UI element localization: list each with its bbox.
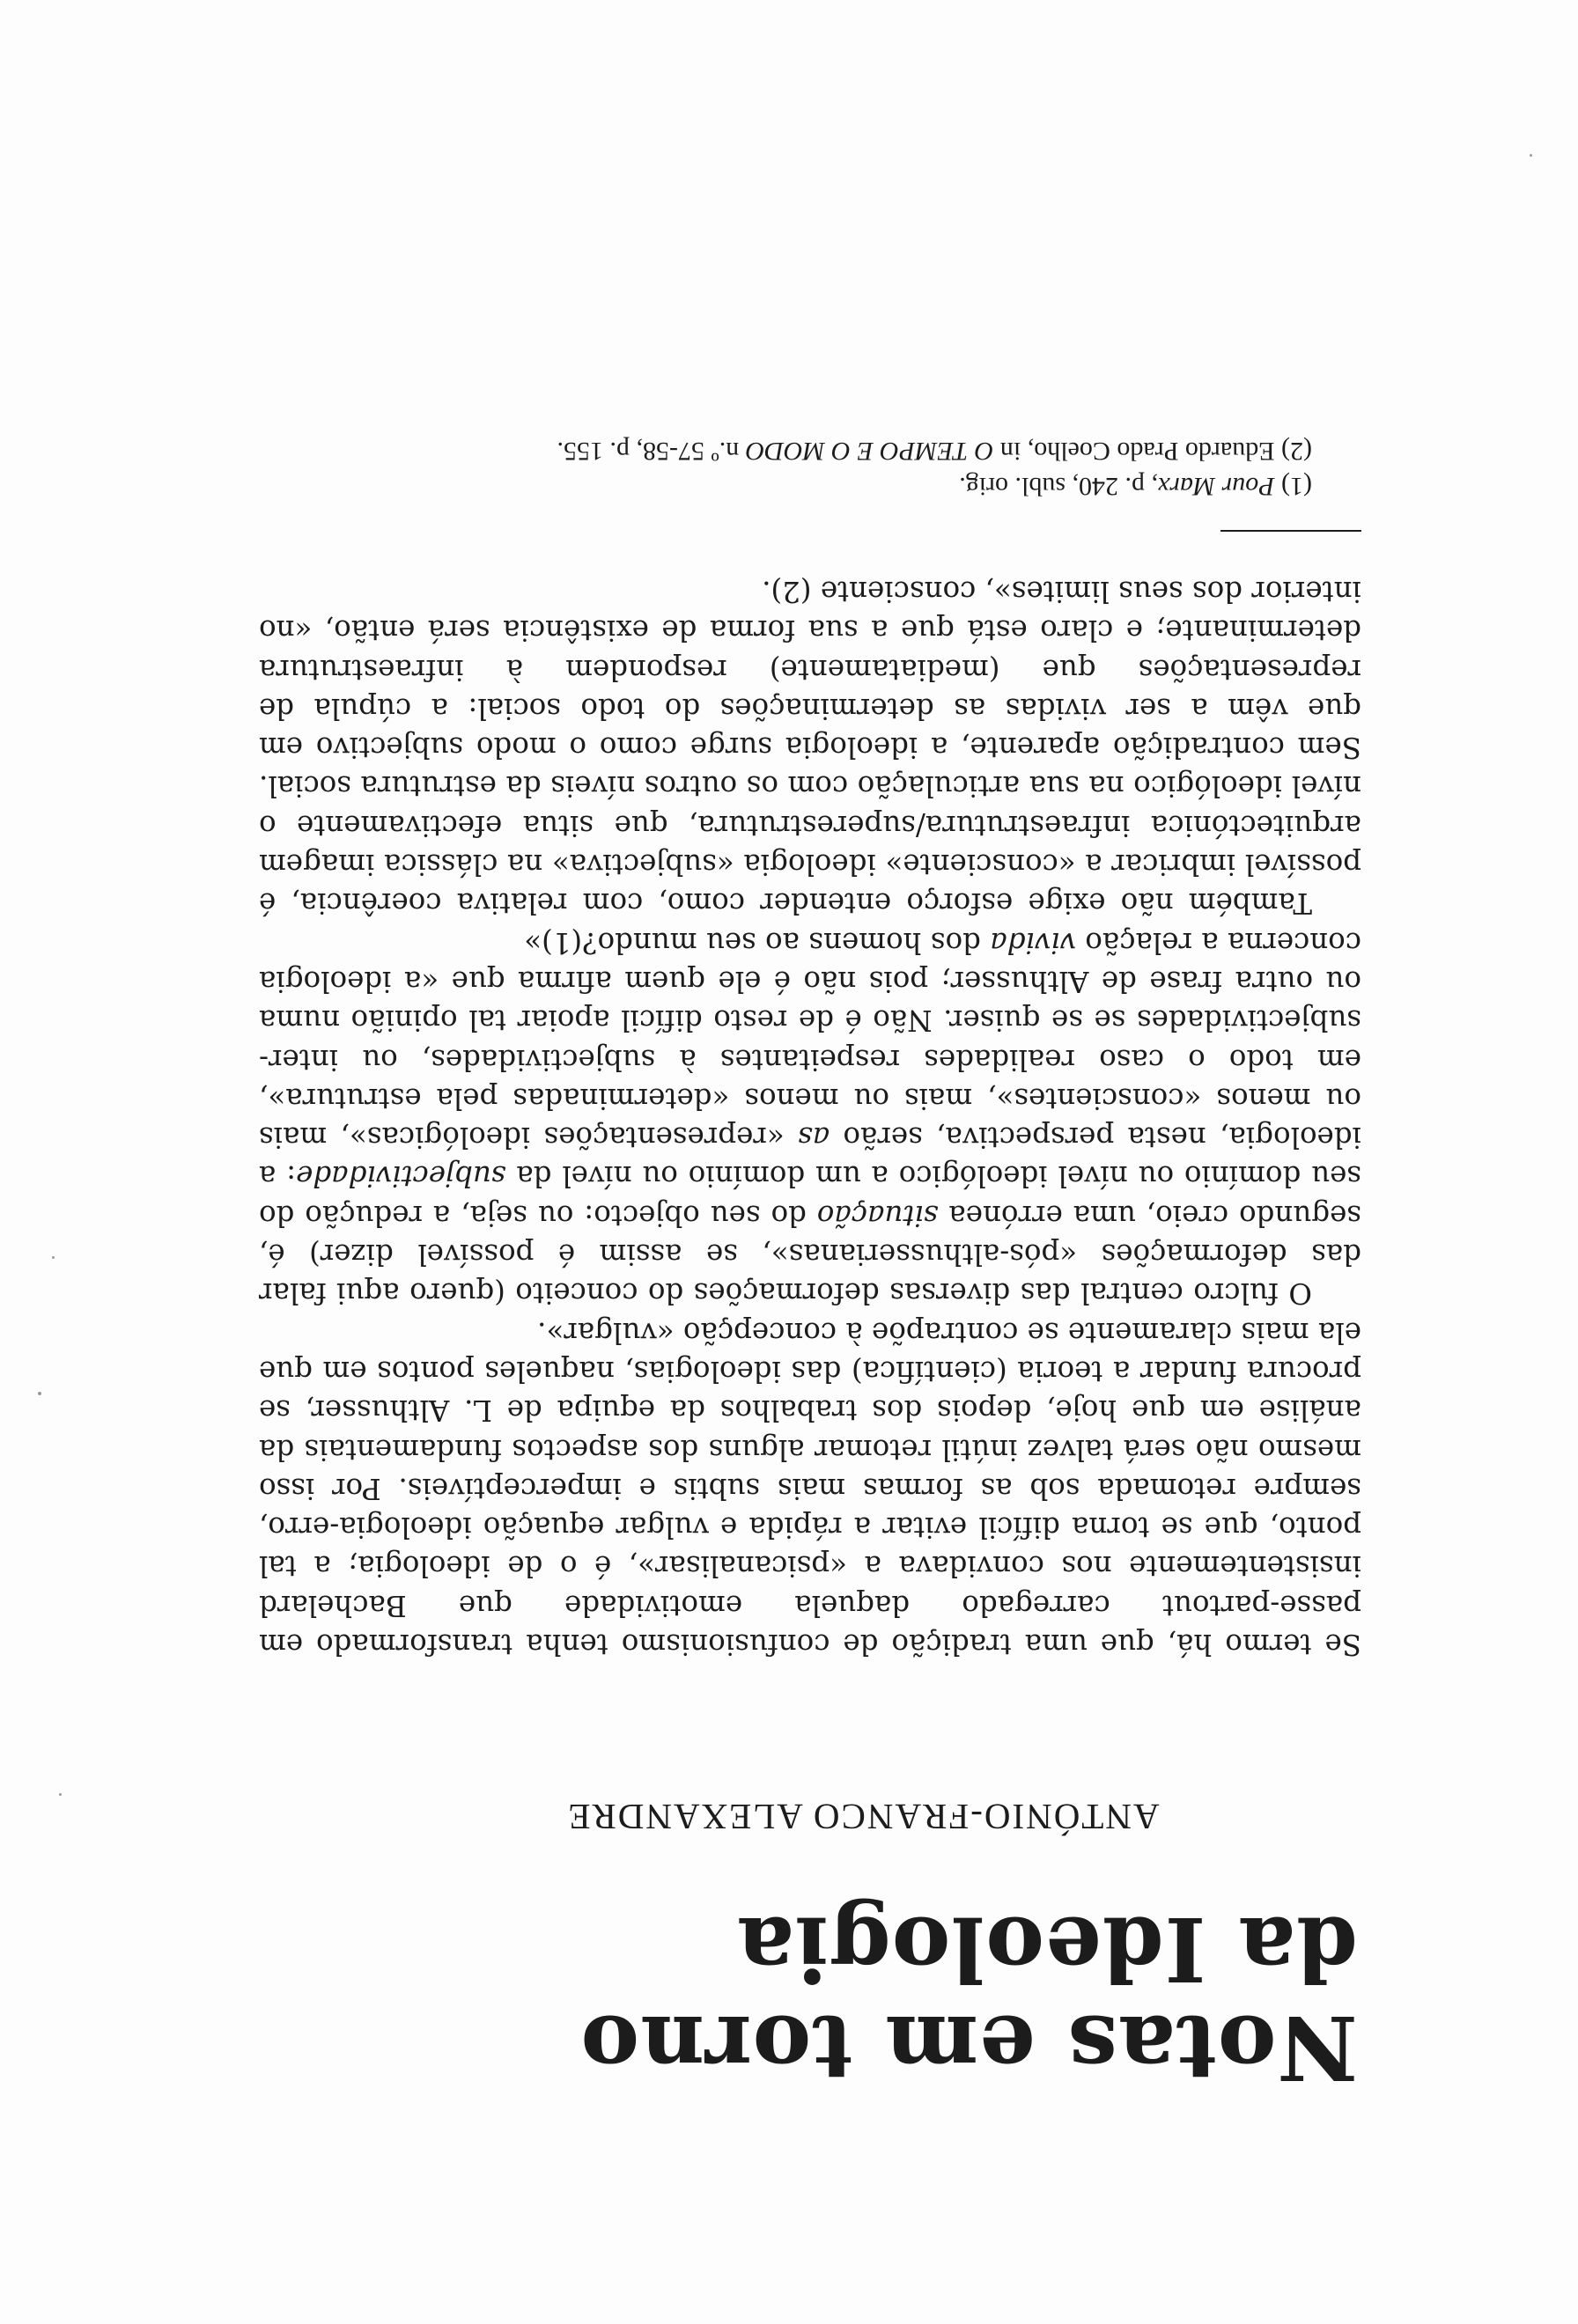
text-run: : a ideologia, nesta perspectiva, serão <box>259 1121 1361 1194</box>
text-run: Também não exige esforço entender como, com relativa coerência, é possível imbricar a «consciente» ideologia «subjectiva» na clássica imagem arquitectónica infraestrutura/superestrutura, que situa efectivamente o nível ideológico na sua articulação com os outros níveis da estrutura social. Sem contradição aparente, a ideologia surge como o modo subjectivo em que vêm a ser vividas as determinações do todo social: a cúpula de representações que (mediatamente) respondem à infraestrutura determinante; e claro está que a sua forma de existência será então, «no interior dos seus limites», consciente (2). <box>259 574 1361 921</box>
author-name: ANTÓNIO-FRANCO ALEXANDRE <box>566 1797 1160 1837</box>
title-line-1: Notas em torno <box>579 1996 1358 2100</box>
paragraph <box>259 1313 1361 1664</box>
italic-text: as <box>798 1121 830 1155</box>
footnote <box>259 433 1312 468</box>
text-run: (2) Eduardo Prado Coelho, in <box>993 436 1312 466</box>
text-run: dos homens ao seu mundo?(1)» <box>524 925 991 960</box>
text-run: O fulcro central das diversas deformações do conceito (quero aqui falar das deformações «pós-althusserianas», se assim é possível dizer) é, segundo creio, uma errónea <box>259 1198 1361 1311</box>
text-run: Se termo há, que uma tradição de confusionismo tenha transformado em passe-partout carregado daquela emotividade que Bachelard insistentemente nos convidava a «psicanalisar», é o de ideologia; a tal ponto, que se torna difícil evitar a rápida e vulgar equação ideologia-erro, sempre retomada sob as formas mais subtis e imperceptíveis. Por isso mesmo não será talvez inútil retomar alguns dos aspectos fundamentais da análise em que hoje, depois dos trabalhos da equipa de L. Althusser, se procura fundar a teoria (científica) das ideologias, naqueles pontos em que ela mais claramente se contrapõe à concepção «vulgar». <box>259 1315 1361 1661</box>
italic-text: situação <box>816 1198 939 1232</box>
article-title <box>259 1897 1358 2100</box>
paragraph <box>259 923 1361 1313</box>
text-run: , p. 240, subl. orig. <box>959 471 1159 501</box>
italic-text: Pour Marx <box>1158 471 1275 501</box>
article-body <box>259 572 1361 1664</box>
text-run: n.º 57-58, p. 155. <box>557 436 746 466</box>
text-run: (1) <box>1274 471 1312 501</box>
italic-text: vivida <box>990 925 1076 960</box>
footnote <box>259 468 1312 504</box>
text-run: «representações ideológicas», mais ou menos «conscientes», mais ou menos «determinadas pela estrutura», em todo o caso realidades respeitantes à subjectividades, ou inter-subjectividades se se quiser. Não é de resto difícil apoiar tal opinião numa ou outra frase de Althusser; pois não é ele quem afirma que «a ideologia concerna a relação <box>258 925 1361 1155</box>
italic-text: O TEMPO E O MODO <box>745 436 994 466</box>
italic-text: subjectividade <box>296 1159 506 1194</box>
title-line-2: da Ideologia <box>736 1897 1358 2001</box>
text-run: do seu objecto: ou seja, a redução do seu domínio ou nível ideológico a um domínio ou nível da <box>259 1159 1361 1232</box>
paragraph <box>259 572 1361 923</box>
footnote-divider <box>1220 530 1361 532</box>
page-content <box>258 433 1361 2100</box>
